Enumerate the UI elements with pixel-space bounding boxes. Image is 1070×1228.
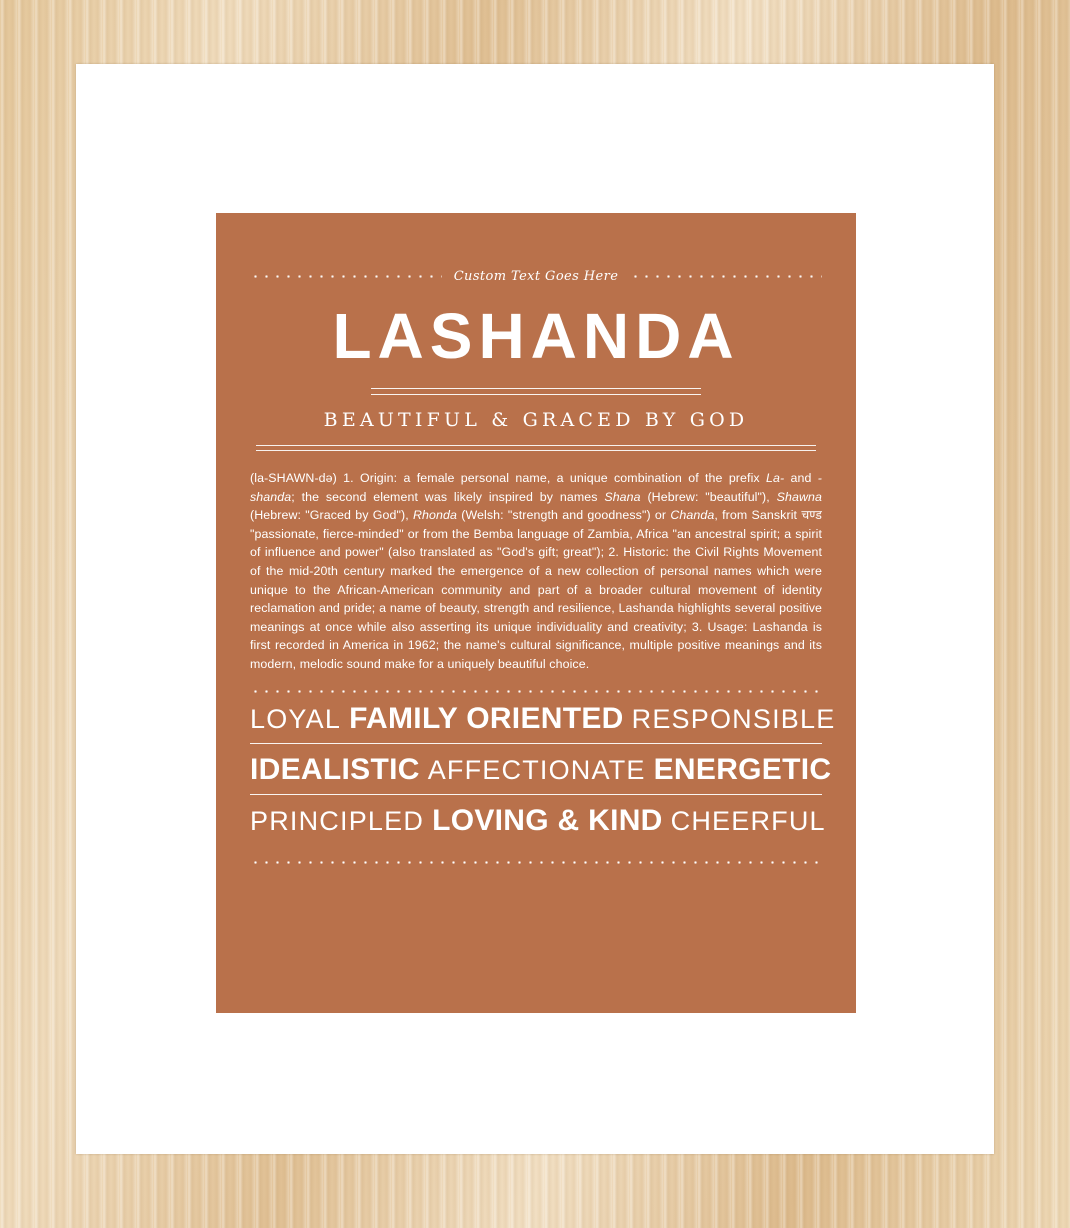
divider-under-name — [371, 388, 701, 395]
trait-word: PRINCIPLED — [250, 805, 425, 836]
divider-under-tagline — [256, 445, 816, 451]
trait-word: LOVING & KIND — [432, 803, 663, 837]
dotted-rule-right — [630, 275, 822, 278]
dotted-divider-traits-bottom — [250, 861, 822, 864]
trait-word: FAMILY ORIENTED — [349, 701, 624, 735]
trait-spacer — [624, 706, 632, 733]
traits-row-2 — [250, 744, 832, 794]
trait-word: AFFECTIONATE — [427, 754, 646, 785]
trait-spacer — [646, 757, 654, 784]
name-meaning-tagline: BEAUTIFUL & GRACED BY GOD — [323, 409, 749, 431]
trait-word: RESPONSIBLE — [631, 703, 836, 734]
trait-word: IDEALISTIC — [250, 752, 420, 786]
trait-spacer — [663, 808, 671, 835]
trait-word: ENERGETIC — [653, 752, 832, 786]
trait-spacer — [341, 706, 349, 733]
traits-row-3 — [250, 795, 826, 845]
trait-word: LOYAL — [250, 703, 342, 734]
definition-text: (la-SHAWN-də) 1. Origin: a female personal name, a unique combination of the prefix La- and -shanda; the second element was likely inspired by names Shana (Hebrew: "beautiful"), Shawna (Hebrew: "Graced by God"), Rhonda (Welsh: "strength and goodness") or Chanda, from Sanskrit चण्ड "passionate, fierce-minded" or from the Bemba language of Zambia, Africa "an ancestral spirit; a spirit of influence and power" (also translated as "God's gift; great"); 2. Historic: the Civil Rights Movement of the mid-20th century marked the emergence of a new collection of personal names which were unique to the African-American community and part of a broader cultural movement of identity reclamation and pride; a name of beauty, strength and resilience, Lashanda highlights several positive meanings at once while also asserting its unique individuality and creativity; 3. Usage: Lashanda is first recorded in America in 1962; the name's cultural significance, multiple positive meanings and its modern, melodic sound make for a uniquely beautiful choice. — [250, 471, 823, 671]
traits-row-1 — [250, 693, 836, 743]
dotted-rule-left — [250, 275, 442, 278]
trait-spacer — [420, 757, 428, 784]
custom-text: Custom Text Goes Here — [453, 269, 619, 284]
page-title: LASHANDA — [332, 300, 740, 372]
trait-word: CHEERFUL — [670, 805, 826, 836]
trait-spacer — [424, 808, 432, 835]
custom-text-row — [250, 269, 822, 284]
name-art-print — [216, 213, 856, 1013]
